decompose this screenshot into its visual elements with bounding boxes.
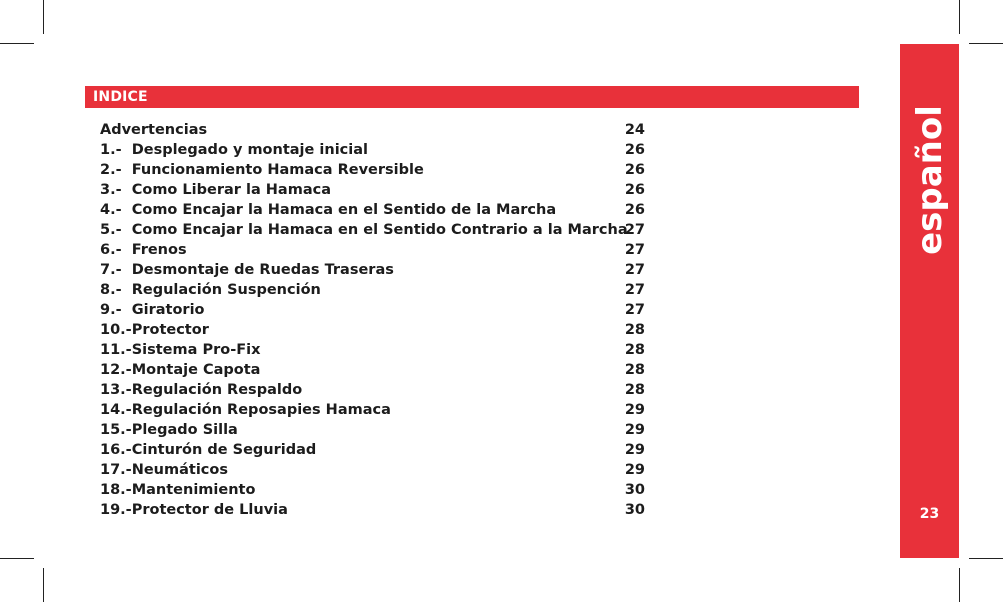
crop-mark (959, 568, 960, 602)
crop-mark (43, 0, 44, 34)
toc-entry (100, 280, 645, 300)
toc-entry-label: 4.- Como Encajar la Hamaca en el Sentido de la Marcha (100, 202, 557, 218)
toc-entry-page: 29 (624, 422, 645, 438)
crop-mark (0, 558, 34, 559)
toc-entry-page: 26 (624, 162, 645, 178)
toc-entry-label: 6.- Frenos (100, 242, 187, 258)
crop-mark (969, 43, 1003, 44)
table-of-contents (100, 120, 645, 520)
toc-entry-page: 29 (624, 402, 645, 418)
toc-entry-page: 29 (624, 442, 645, 458)
toc-entry (100, 440, 645, 460)
toc-entry-page: 28 (624, 362, 645, 378)
toc-entry (100, 140, 645, 160)
toc-entry-label: 11.-Sistema Pro-Fix (100, 342, 261, 358)
crop-mark (43, 568, 44, 602)
crop-mark (0, 43, 34, 44)
language-label: español (910, 105, 950, 255)
toc-entry (100, 220, 645, 240)
toc-entry-label: 15.-Plegado Silla (100, 422, 238, 438)
toc-entry-page: 30 (624, 482, 645, 498)
toc-entry (100, 380, 645, 400)
toc-entry-page: 29 (624, 462, 645, 478)
toc-entry-label: 16.-Cinturón de Seguridad (100, 442, 317, 458)
toc-entry-page: 27 (624, 242, 645, 258)
toc-entry (100, 180, 645, 200)
toc-entry-page: 27 (624, 282, 645, 298)
toc-entry (100, 360, 645, 380)
language-side-tab (900, 44, 959, 558)
toc-entry-label: 13.-Regulación Respaldo (100, 382, 303, 398)
toc-entry (100, 160, 645, 180)
toc-entry (100, 340, 645, 360)
toc-entry-label: 5.- Como Encajar la Hamaca en el Sentido Contrario a la Marcha (100, 222, 628, 238)
toc-entry-label: 19.-Protector de Lluvia (100, 502, 288, 518)
toc-entry-page: 27 (624, 222, 645, 238)
toc-entry-label: 2.- Funcionamiento Hamaca Reversible (100, 162, 424, 178)
toc-entry (100, 120, 645, 140)
toc-entry-label: 1.- Desplegado y montaje inicial (100, 142, 368, 158)
toc-entry-page: 30 (624, 502, 645, 518)
toc-entry-page: 26 (624, 142, 645, 158)
toc-entry-label: 3.- Como Liberar la Hamaca (100, 182, 331, 198)
toc-entry (100, 420, 645, 440)
toc-entry-label: 17.-Neumáticos (100, 462, 228, 478)
crop-mark (959, 0, 960, 34)
toc-entry-label: 8.- Regulación Suspención (100, 282, 321, 298)
toc-entry (100, 300, 645, 320)
toc-entry (100, 460, 645, 480)
crop-mark (969, 558, 1003, 559)
toc-entry-page: 26 (624, 182, 645, 198)
toc-entry-page: 28 (624, 342, 645, 358)
toc-entry-page: 27 (624, 262, 645, 278)
toc-entry-label: 14.-Regulación Reposapies Hamaca (100, 402, 391, 418)
index-title: INDICE (93, 89, 148, 105)
toc-entry (100, 240, 645, 260)
toc-entry (100, 260, 645, 280)
toc-entry-label: 7.- Desmontaje de Ruedas Traseras (100, 262, 394, 278)
toc-entry (100, 320, 645, 340)
toc-entry-label: 9.- Giratorio (100, 302, 205, 318)
toc-entry-label: 12.-Montaje Capota (100, 362, 261, 378)
toc-entry-page: 28 (624, 382, 645, 398)
toc-entry (100, 400, 645, 420)
toc-entry (100, 480, 645, 500)
toc-entry-page: 28 (624, 322, 645, 338)
index-header-bar (85, 86, 859, 108)
page-number: 23 (919, 506, 940, 522)
toc-entry-page: 26 (624, 202, 645, 218)
toc-entry-page: 24 (624, 122, 645, 138)
toc-entry (100, 500, 645, 520)
toc-entry-label: Advertencias (100, 122, 208, 138)
toc-entry (100, 200, 645, 220)
toc-entry-label: 10.-Protector (100, 322, 209, 338)
toc-entry-label: 18.-Mantenimiento (100, 482, 256, 498)
toc-entry-page: 27 (624, 302, 645, 318)
